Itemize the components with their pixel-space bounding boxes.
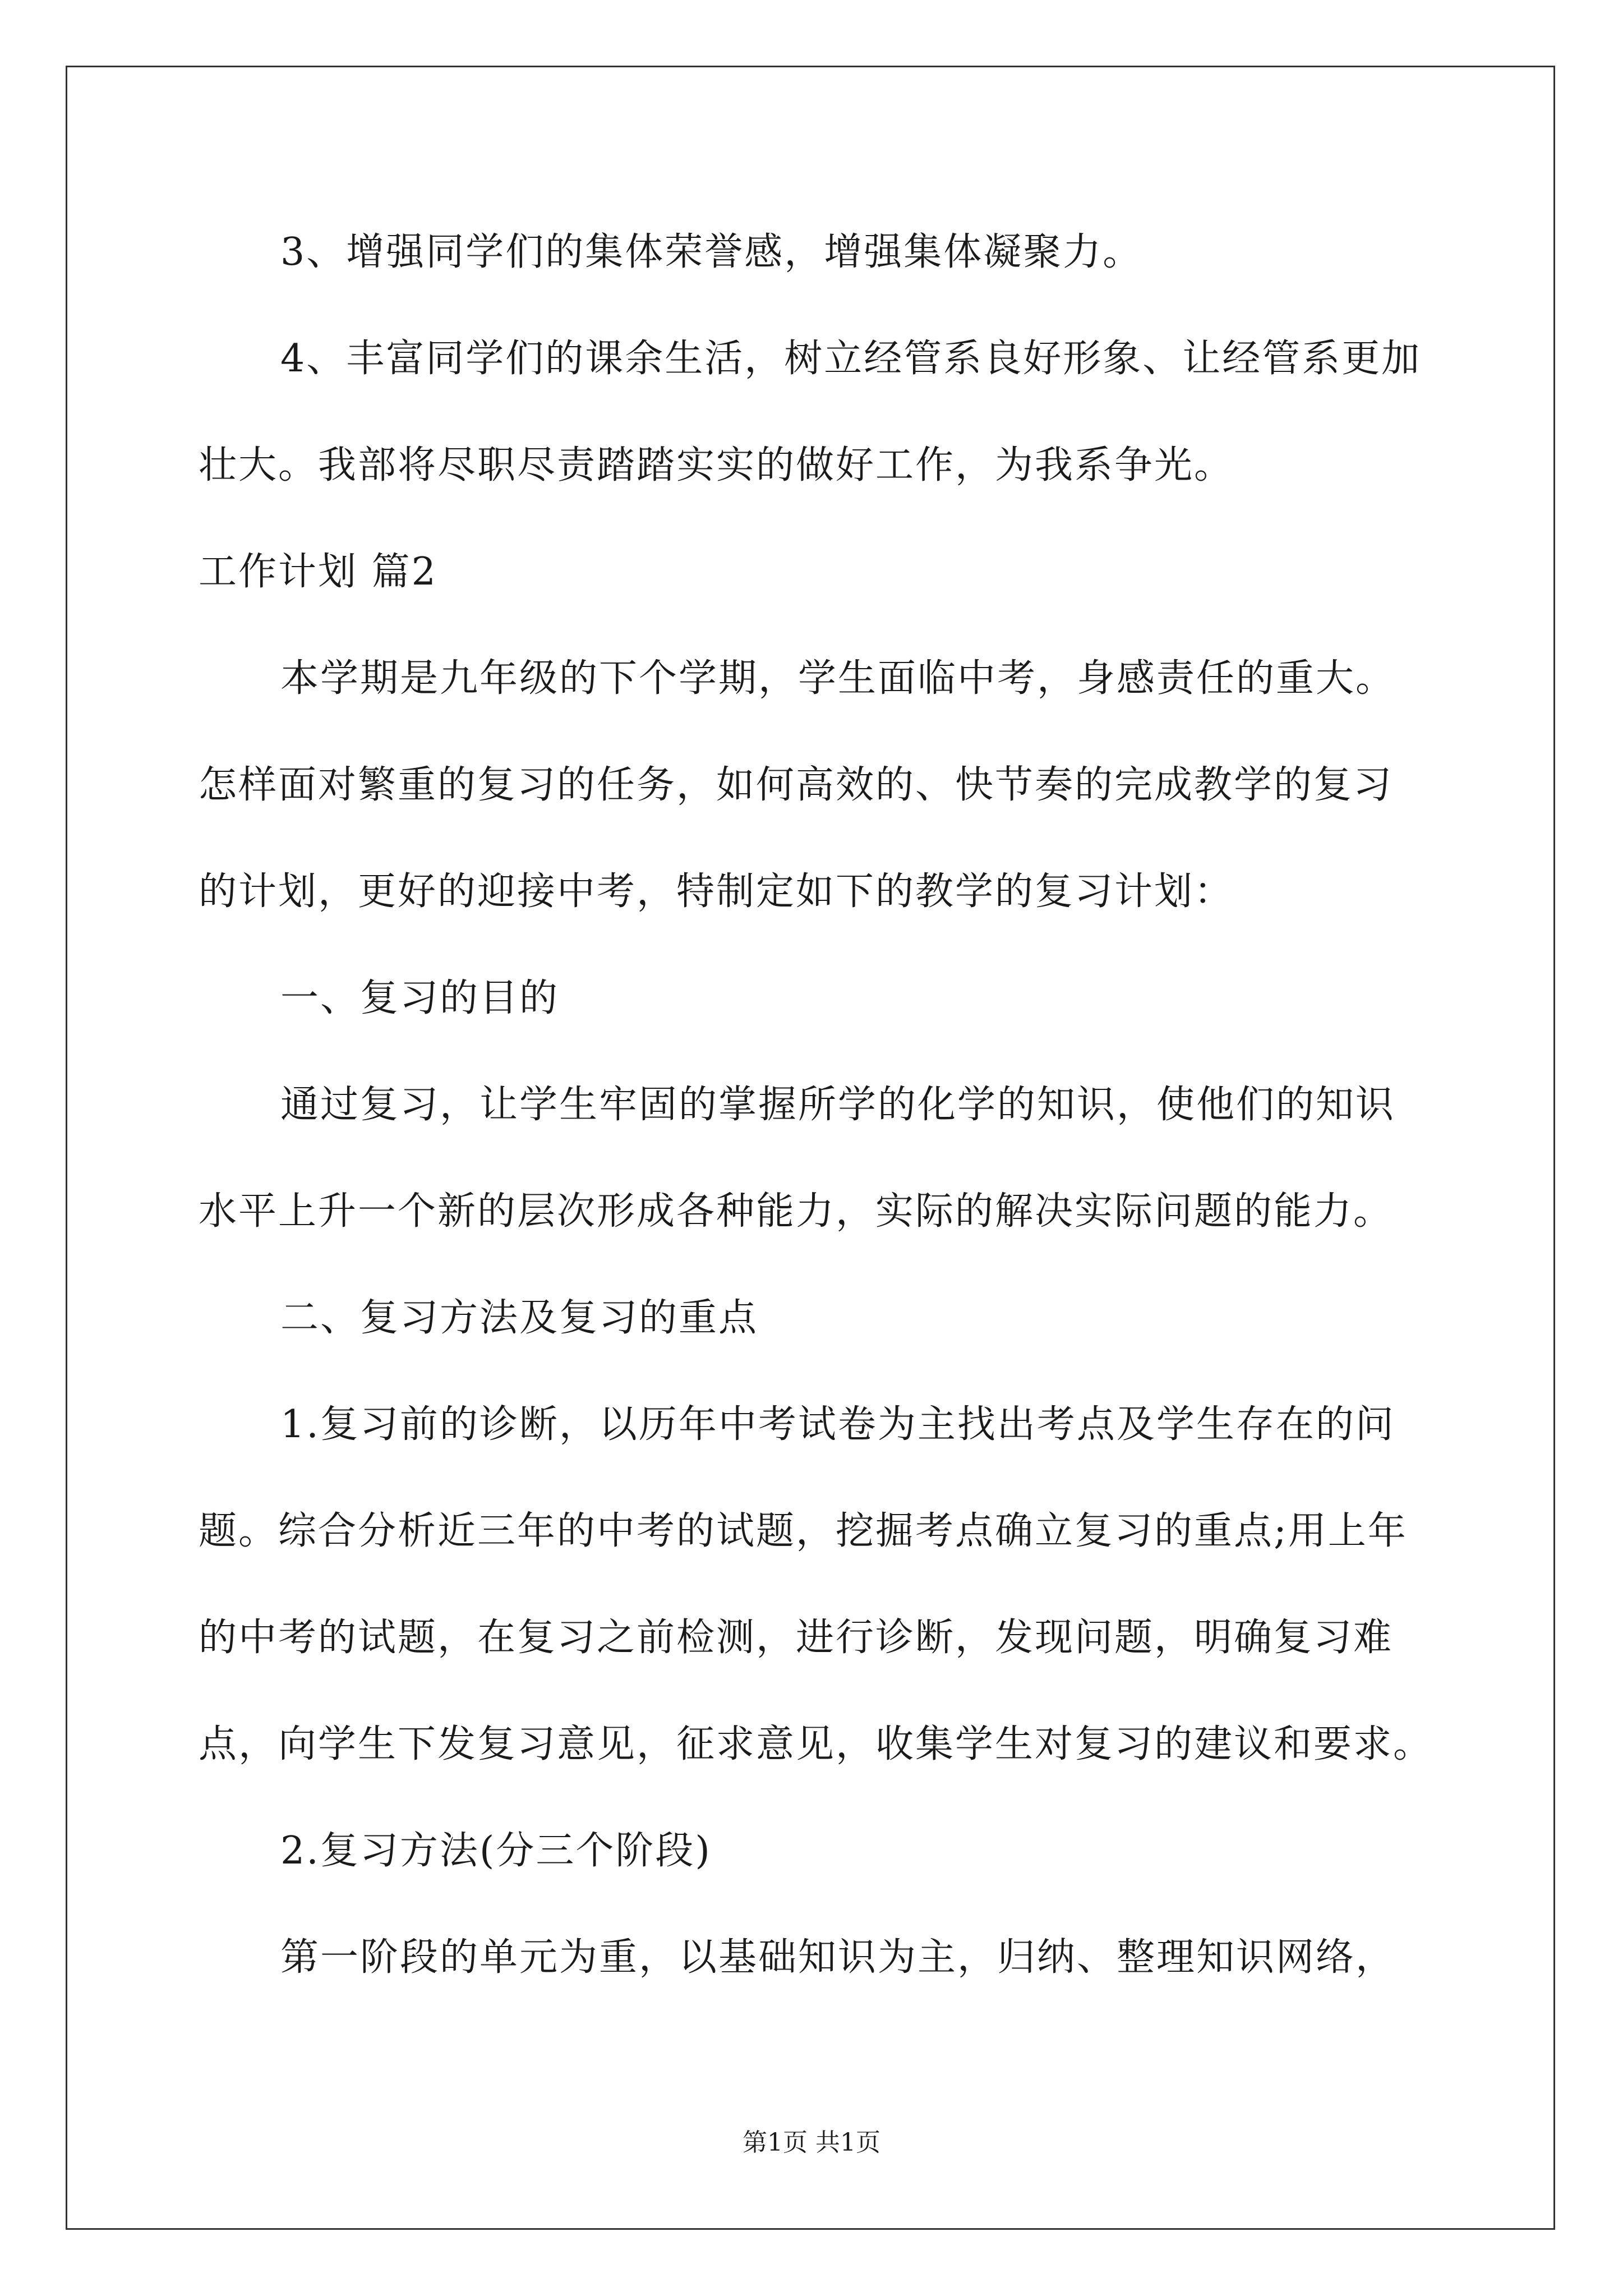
- page-footer: 第1页 共1页: [743, 2128, 880, 2157]
- paragraph-line: 3、增强同学们的集体荣誉感，增强集体凝聚力。: [280, 230, 1143, 274]
- paragraph-line: 通过复习，让学生牢固的掌握所学的化学的知识，使他们的知识: [280, 1083, 1396, 1127]
- paragraph-line: 4、丰富同学们的课余生活，树立经管系良好形象、让经管系更加: [280, 337, 1422, 381]
- subheading: 二、复习方法及复习的重点: [280, 1296, 759, 1340]
- paragraph-line: 点，向学生下发复习意见，征求意见，收集学生对复习的建议和要求。: [199, 1722, 1433, 1766]
- paragraph-line: 壮大。我部将尽职尽责踏踏实实的做好工作，为我系争光。: [199, 443, 1234, 487]
- page-border: [66, 66, 1555, 2230]
- paragraph-line: 的计划，更好的迎接中考，特制定如下的教学的复习计划：: [199, 869, 1234, 914]
- subheading: 一、复习的目的: [280, 976, 560, 1020]
- paragraph-line: 题。综合分析近三年的中考的试题，挖掘考点确立复习的重点;用上年: [199, 1509, 1408, 1553]
- paragraph-line: 怎样面对繁重的复习的任务，如何高效的、快节奏的完成教学的复习: [199, 763, 1394, 807]
- paragraph-line: 2.复习方法(分三个阶段): [280, 1829, 712, 1873]
- paragraph-line: 本学期是九年级的下个学期，学生面临中考，身感责任的重大。: [280, 656, 1396, 701]
- paragraph-line: 的中考的试题，在复习之前检测，进行诊断，发现问题，明确复习难: [199, 1616, 1394, 1660]
- paragraph-line: 1.复习前的诊断，以历年中考试卷为主找出考点及学生存在的问: [280, 1402, 1395, 1447]
- section-heading: 工作计划 篇2: [199, 550, 437, 594]
- paragraph-line: 第一阶段的单元为重，以基础知识为主，归纳、整理知识网络，: [280, 1935, 1396, 1980]
- paragraph-line: 水平上升一个新的层次形成各种能力，实际的解决实际问题的能力。: [199, 1189, 1394, 1234]
